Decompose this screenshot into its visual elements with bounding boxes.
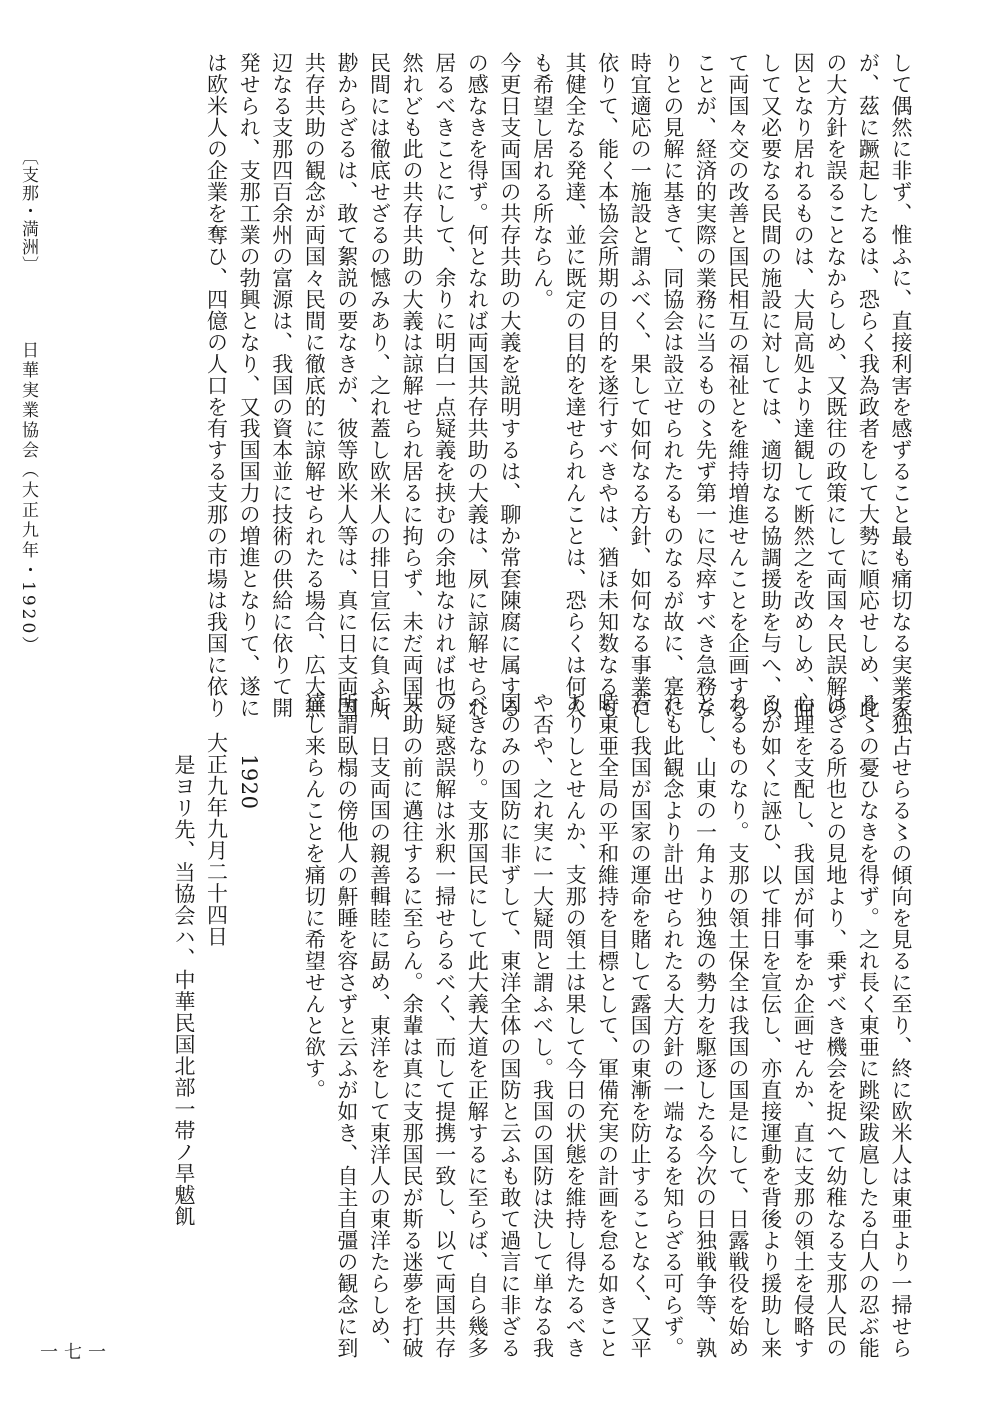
category-label: 〔支那・満洲〕 bbox=[18, 148, 38, 274]
text-column: や否や、之れ実に一大疑問と謂ふべし。我国の国防は決して単なる我 bbox=[530, 692, 555, 1359]
upper-text-block bbox=[200, 52, 917, 719]
running-header bbox=[16, 148, 40, 657]
text-column: 所謂臥榻の傍他人の鼾睡を容さずと云ふが如き、自主自彊の観念に到 bbox=[334, 692, 359, 1359]
text-column: るが如くに誣ひ、以て排日を宣伝し、亦直接運動を背後より援助し来 bbox=[758, 692, 783, 1359]
text-column: の感なきを得ず。何となれば両国共存共助の大義は、夙に諒解せられ bbox=[465, 52, 490, 719]
page-number: 一七一 bbox=[40, 1342, 112, 1363]
text-column: 心理を支配し、我国が何事をか企画せんか、直に支那の領土を侵略す bbox=[791, 692, 816, 1359]
text-column: の疑惑誤解は氷釈一掃せらるべく、而して提携一致し、以て両国共存 bbox=[432, 692, 457, 1359]
text-column: 民間には徹底せざるの憾みあり、之れ蓋し欧米人の排日宣伝に負ふ所 bbox=[367, 52, 392, 719]
text-column: 時宜適応の一施設と謂ふべく、果して如何なる方針、如何なる事業に bbox=[628, 52, 653, 719]
text-column: 時東亜全局の平和維持を目標として、軍備充実の計画を怠る如きこと bbox=[595, 692, 620, 1359]
text-column: 依りて、能く本協会所期の目的を遂行すべきやは、猶ほ未知数なるも bbox=[595, 52, 620, 719]
text-column: 尠からざるは、敢て絮説の要なきが、彼等欧米人等は、真に日支両国 bbox=[334, 52, 359, 719]
text-column: ありしとせんか、支那の領土は果して今日の状態を維持し得たるべき bbox=[563, 692, 588, 1359]
text-column: 是ヨリ先、当協会ハ、中華民国北部一帯ノ旱魃飢 bbox=[171, 754, 196, 1227]
text-column: べきなり。支那国民にして此大義大道を正解するに至らば、自ら幾多 bbox=[465, 692, 490, 1359]
text-column: れも此観念より計出せられたる大方針の一端なるを知らざる可らず。 bbox=[660, 692, 685, 1359]
text-column: の大方針を誤ることなからしめ、又既往の政策にして両国々民誤解の bbox=[823, 52, 848, 719]
text-column: 達し来らんことを痛切に希望せんと欲す。 bbox=[302, 692, 327, 1101]
text-column: が、茲に蹶起したるは、恐らく我為政者をして大勢に順応せしめ、此 bbox=[856, 52, 881, 719]
text-column: 共助の前に邁往するに至らん。余輩は真に支那国民が斯る迷夢を打破 bbox=[400, 692, 425, 1359]
text-column: 然れども此の共存共助の大義は諒解せられ居るに拘らず、未だ両国々 bbox=[400, 52, 425, 719]
lower-text-block bbox=[167, 692, 917, 1372]
text-column: 辺なる支那四百余州の富源は、我国の資本並に技術の供給に依りて開 bbox=[269, 52, 294, 719]
text-column: 発せられ、支那工業の勃興となり、又我国国力の増進となりて、遂に bbox=[237, 52, 262, 719]
date-heading: 大正九年九月二十四日 bbox=[204, 732, 229, 947]
text-column: は欧米人の企業を奪ひ、四億の人口を有する支那の市場は我国に依り bbox=[204, 52, 229, 719]
text-column: 共存共助の観念が両国々民間に徹底的に諒解せられたる場合、広大無 bbox=[302, 52, 327, 719]
text-column: 若し我国が国家の運命を賭して露国の東漸を防止することなく、又平 bbox=[628, 692, 653, 1359]
text-column: し、日支両国の親善輯睦に勗め、東洋をして東洋人の東洋たらしめ、 bbox=[367, 692, 392, 1359]
text-column: して又必要なる民間の施設に対しては、適切なる協調援助を与へ、以 bbox=[758, 52, 783, 719]
text-column: 今更日支両国の共存共助の大義を説明するは、聊か常套陳腐に属する bbox=[497, 52, 522, 719]
text-column: も希望し居れる所ならん。 bbox=[530, 52, 555, 310]
text-column: 居るべきことにして、余りに明白一点疑義を挟むの余地なければ也。 bbox=[432, 52, 457, 719]
text-column: て独占せらる〻の傾向を見るに至り、終に欧米人は東亜より一掃せら bbox=[889, 692, 913, 1359]
text-column: はざる所也との見地より、乗ずべき機会を捉へて幼稚なる支那人民の bbox=[823, 692, 848, 1359]
text-column: とし、山東の一角より独逸の勢力を駆逐したる今次の日独戦争等、孰 bbox=[693, 692, 718, 1359]
text-column: れるものなり。支那の領土保全は我国の国是にして、日露戦役を始め bbox=[726, 692, 751, 1359]
text-column: 国のみの国防に非ずして、東洋全体の国防と云ふも敢て過言に非ざる bbox=[497, 692, 522, 1359]
text-column: る〻の憂ひなきを得ず。之れ長く東亜に跳梁跋扈したる白人の忍ぶ能 bbox=[856, 692, 881, 1359]
text-column: 其健全なる発達、並に既定の目的を達せられんことは、恐らくは何人 bbox=[563, 52, 588, 719]
publisher-label: 日華実業協会（大正九年・1920） bbox=[18, 341, 38, 657]
text-column: りとの見解に基きて、同協会は設立せられたるものなるが故に、寔に bbox=[660, 52, 685, 719]
column-spacer bbox=[265, 692, 298, 1372]
text-column: て両国々交の改善と国民相互の福祉とを維持増進せんことを企画する bbox=[726, 52, 751, 719]
text-column: 因となり居れるものは、大局高処より達観して断然之を改めしめ、而 bbox=[791, 52, 816, 719]
text-column: ことが、経済的実際の業務に当るもの〻先ず第一に尽瘁すべき急務な bbox=[693, 52, 718, 719]
text-column: して偶然に非ず、惟ふに、直接利害を感ずること最も痛切なる実業家 bbox=[889, 52, 913, 719]
year-heading: 1920 bbox=[237, 754, 262, 810]
